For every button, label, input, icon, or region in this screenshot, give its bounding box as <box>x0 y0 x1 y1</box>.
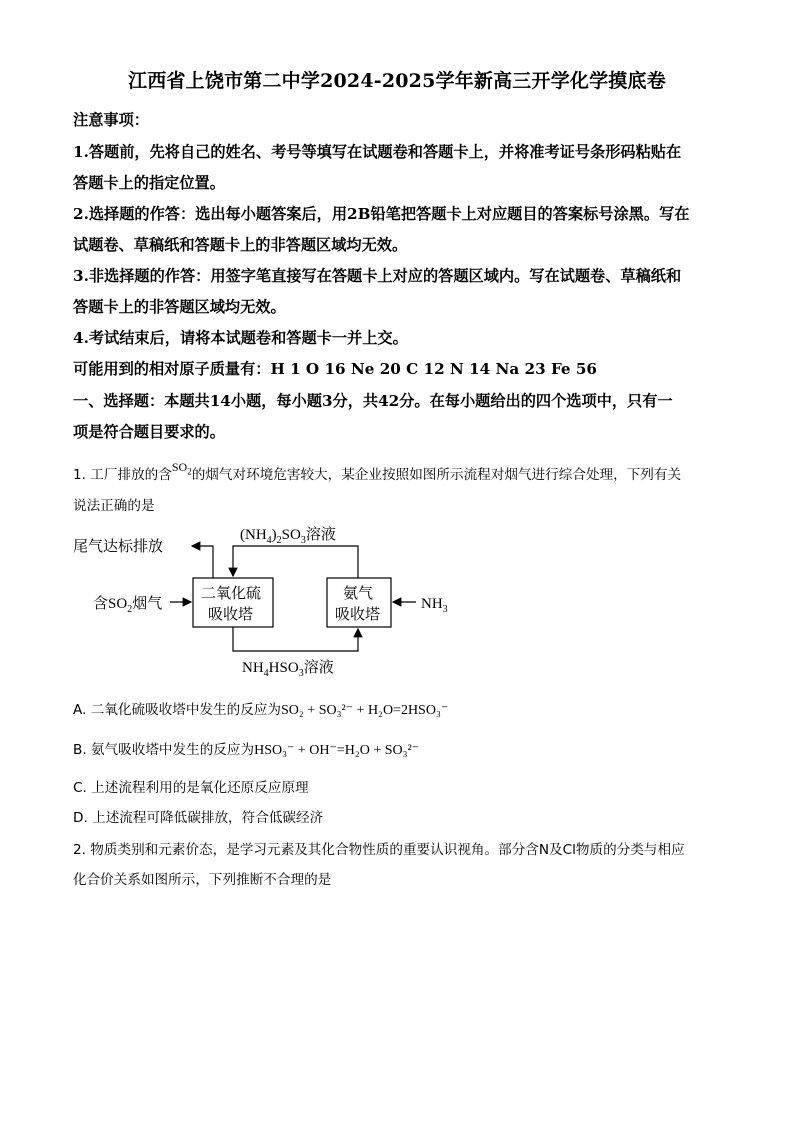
q1-option-b: B. 氨气吸收塔中发生的反应为HSO₃⁻ + OH⁻=H₂O + SO₃²⁻ <box>73 742 420 758</box>
notice-item2-line2: 试题卷、草稿纸和答题卡上的非答题区域均无效。 <box>73 236 408 254</box>
q1-stem-line1 <box>73 460 682 483</box>
bottom-solution-label: $NH_4HSO_3$溶液 <box>242 660 334 679</box>
q2-stem-line2: 化合价关系如图所示，下列推断不合理的是 <box>73 872 332 888</box>
notice-item2-line1: 2.选择题的作答：选出每小题答案后，用2B铅笔把答题卡上对应题目的答案标号涂黑。写在 <box>73 205 690 223</box>
q1-option-a-equation: SO₂ + SO₃²⁻ + H₂O=2HSO₃⁻ <box>281 703 449 718</box>
tail-gas-label: 尾气达标排放 <box>73 539 164 555</box>
q2-stem-line1: 2. 物质类别和元素价态，是学习元素及其化合物性质的重要认识视角。部分含N及Cl物质的分类与相应 <box>73 842 685 858</box>
notice-item3-line1: 3.非选择题的作答：用签字笔直接写在答题卡上对应的答题区域内。写在试题卷、草稿纸和 <box>73 267 682 285</box>
q1-stem-rest: 的烟气对环境危害较大，某企业按照如图所示流程对烟气进行综合处理，下列有关 <box>191 467 682 483</box>
notice-item1-line2: 答题卡上的指定位置。 <box>73 174 225 192</box>
box1-line2: 吸收塔 <box>208 607 254 623</box>
q1-stem-line2: 说法正确的是 <box>73 498 155 514</box>
top-solution-label: $(NH_4)_2SO_3$溶液 <box>240 527 336 546</box>
box2-line1: 氨气 <box>343 586 374 602</box>
tail-gas-arrow <box>192 546 213 578</box>
notice-item4: 4.考试结束后，请将本试题卷和答题卡一并上交。 <box>73 329 408 347</box>
notice-item3-line2: 答题卡上的非答题区域均无效。 <box>73 298 286 316</box>
bottom-flow-line <box>233 627 358 651</box>
page-title: 江西省上饶市第二中学2024-2025学年新高三开学化学摸底卷 <box>128 70 666 92</box>
q1-option-a: A. 二氧化硫吸收塔中发生的反应为SO₂ + SO₃²⁻ + H₂O=2HSO₃⁻ <box>73 702 449 718</box>
atomic-masses: 可能用到的相对原子质量有：H 1 O 16 Ne 20 C 12 N 14 Na 23 Fe 56 <box>73 360 597 378</box>
q1-stem-prefix: 1. 工厂排放的含 <box>73 467 172 483</box>
nh3-label: $NH_3$ <box>421 596 448 615</box>
q1-option-d: D. 上述流程可降低碳排放，符合低碳经济 <box>73 810 324 826</box>
notice-item1-line1: 1.答题前，先将自己的姓名、考号等填写在试题卷和答题卡上，并将准考证号条形码粘贴在 <box>73 143 682 161</box>
box2-line2: 吸收塔 <box>335 607 381 623</box>
q1-stem-formula: $SO_2$ <box>171 460 192 477</box>
inlet-label: 含$SO_2$烟气 <box>93 596 163 615</box>
q1-flow-diagram <box>60 520 480 680</box>
section1-line2: 项是符合题目要求的。 <box>73 423 225 441</box>
section1-line1: 一、选择题：本题共14小题，每小题3分，共42分。在每小题给出的四个选项中，只有一 <box>73 392 673 410</box>
top-flow-line <box>233 546 358 578</box>
q1-option-c: C. 上述流程利用的是氧化还原反应原理 <box>73 780 309 796</box>
notice-heading: 注意事项： <box>73 111 149 129</box>
box1-line1: 二氧化硫 <box>201 586 262 602</box>
q1-option-b-equation: HSO₃⁻ + OH⁻=H₂O + SO₃²⁻ <box>254 743 420 758</box>
